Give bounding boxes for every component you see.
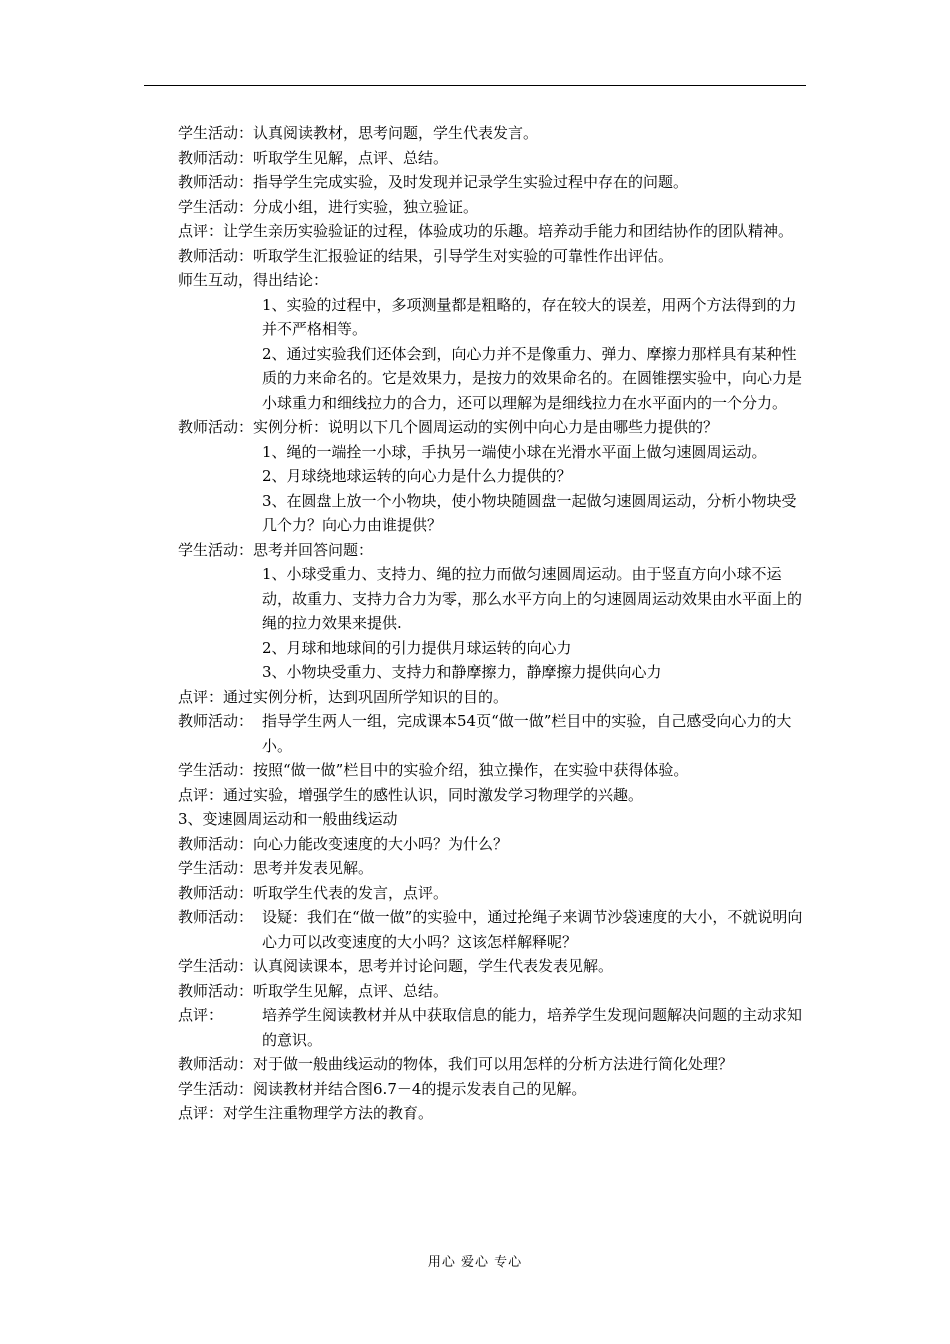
paragraph: 学生活动：分成小组，进行实验，独立验证。	[178, 197, 479, 216]
paragraph-label: 点评：	[178, 1006, 224, 1024]
paragraph: 学生活动：思考并回答问题：	[178, 540, 374, 559]
paragraph: 师生互动，得出结论：	[178, 271, 329, 289]
paragraph: 教师活动：听取学生代表的发言，点评。	[178, 883, 449, 902]
header-rule	[144, 85, 806, 86]
example-item: 3、在圆盘上放一个小物块，使小物块随圆盘一起做匀速圆周运动，分析小物块受几个力？向心力由谁提供？	[262, 491, 797, 534]
paragraph-text: 培养学生阅读教材并从中获取信息的能力，培养学生发现问题解决问题的主动求知的意识。	[262, 1006, 803, 1049]
paragraph: 点评：让学生亲历实验验证的过程，体验成功的乐趣。培养动手能力和团结协作的团队精神。	[178, 222, 794, 240]
hanging-paragraph	[144, 1003, 806, 1052]
hanging-paragraph	[144, 709, 806, 758]
paragraph: 学生活动：按照“做一做”栏目中的实验介绍，独立操作，在实验中获得体验。	[178, 761, 689, 779]
paragraph: 点评：通过实例分析，达到巩固所学知识的目的。	[178, 687, 509, 706]
paragraph-label: 教师活动：	[178, 712, 254, 730]
conclusion-item: 2、通过实验我们还体会到，向心力并不是像重力、弹力、摩擦力那样具有某种性质的力来命名的。它是效果力，是按力的效果命名的。在圆锥摆实验中，向心力是小球重力和细线拉力的合力，还可以理解为是细线拉力在水平面内的一个分力。	[262, 344, 803, 412]
paragraph-label: 教师活动：	[178, 908, 254, 926]
paragraph: 教师活动：听取学生见解，点评、总结。	[178, 981, 449, 1000]
paragraph: 点评：通过实验，增强学生的感性认识，同时激发学习物理学的兴趣。	[178, 785, 644, 804]
paragraph: 教师活动：向心力能改变速度的大小吗？为什么？	[178, 834, 509, 853]
example-item: 1、绳的一端拴一小球，手执另一端使小球在光滑水平面上做匀速圆周运动。	[262, 442, 767, 461]
paragraph: 学生活动：阅读教材并结合图6.7－4的提示发表自己的见解。	[178, 1079, 587, 1098]
example-item: 2、月球绕地球运转的向心力是什么力提供的？	[262, 467, 572, 485]
paragraph: 学生活动：认真阅读课本，思考并讨论问题，学生代表发表见解。	[178, 957, 614, 975]
page-footer: 用心 爱心 专心	[427, 1255, 523, 1270]
paragraph: 学生活动：认真阅读教材，思考问题，学生代表发言。	[178, 124, 539, 142]
document-body	[144, 121, 806, 1126]
paragraph: 点评：对学生注重物理学方法的教育。	[178, 1104, 434, 1122]
answer-item: 2、月球和地球间的引力提供月球运转的向心力	[262, 638, 572, 657]
section-heading: 3、变速圆周运动和一般曲线运动	[178, 810, 398, 828]
paragraph: 教师活动：指导学生完成实验，及时发现并记录学生实验过程中存在的问题。	[178, 173, 689, 191]
paragraph-text: 指导学生两人一组，完成课本54页“做一做”栏目中的实验，自己感受向心力的大小。	[262, 712, 792, 755]
answer-item: 1、小球受重力、支持力、绳的拉力而做匀速圆周运动。由于竖直方向小球不运动，故重力、支持力合力为零，那么水平方向上的匀速圆周运动效果由水平面上的绳的拉力效果来提供.	[262, 565, 803, 632]
paragraph: 教师活动：对于做一般曲线运动的物体，我们可以用怎样的分析方法进行简化处理？	[178, 1055, 734, 1073]
paragraph-text: 设疑：我们在“做一做”的实验中，通过抡绳子来调节沙袋速度的大小，不就说明向心力可以改变速度的大小吗？这该怎样解释呢？	[262, 908, 803, 951]
paragraph: 学生活动：思考并发表见解。	[178, 859, 374, 877]
hanging-paragraph	[144, 905, 806, 954]
paragraph: 教师活动：实例分析：说明以下几个圆周运动的实例中向心力是由哪些力提供的？	[178, 418, 719, 436]
paragraph: 教师活动：听取学生见解，点评、总结。	[178, 148, 449, 167]
conclusion-item: 1、实验的过程中，多项测量都是粗略的，存在较大的误差，用两个方法得到的力并不严格相等。	[262, 295, 797, 338]
paragraph: 教师活动：听取学生汇报验证的结果，引导学生对实验的可靠性作出评估。	[178, 246, 674, 265]
answer-item: 3、小物块受重力、支持力和静摩擦力，静摩擦力提供向心力	[262, 663, 662, 681]
